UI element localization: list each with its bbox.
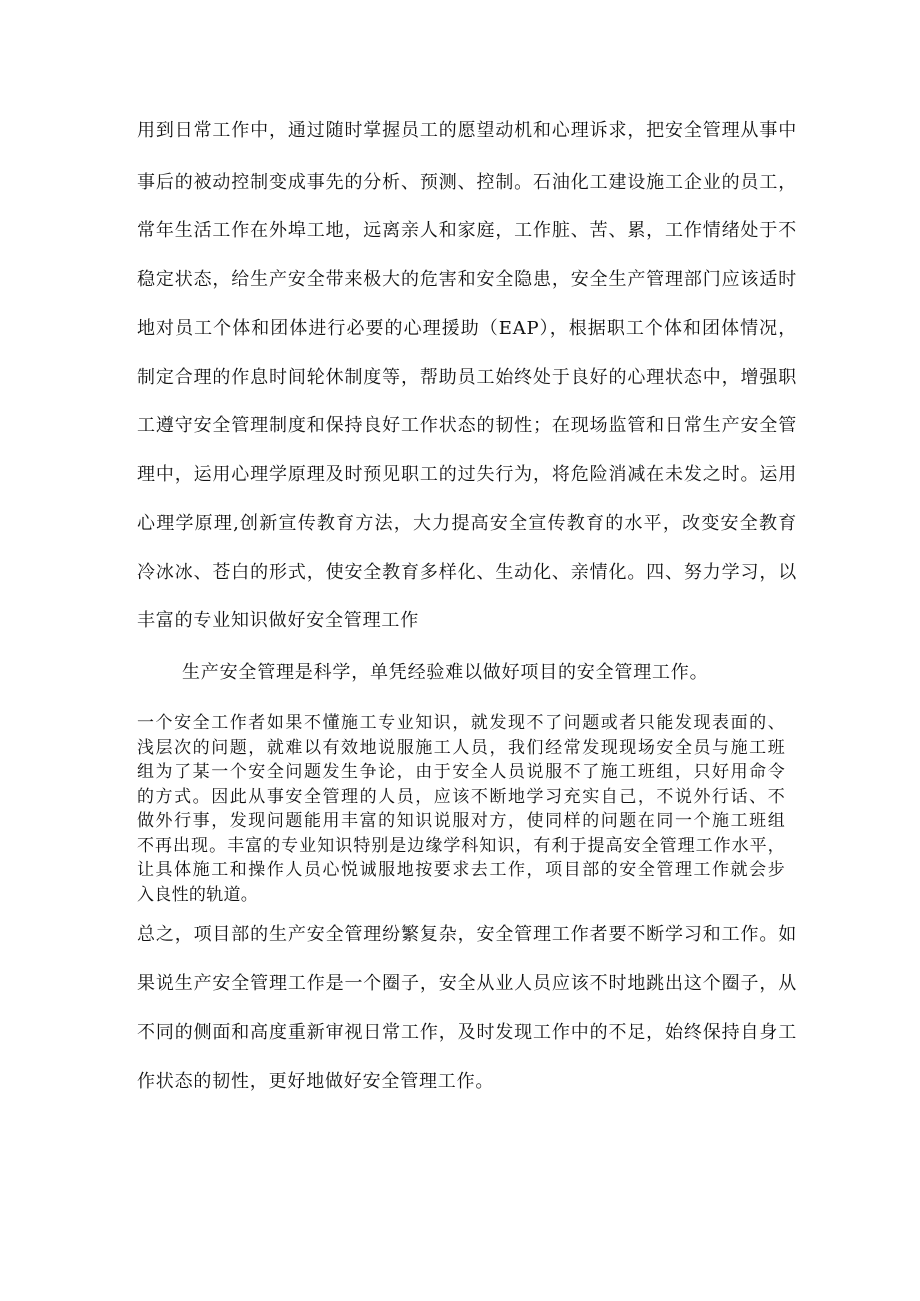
- paragraph-2: 生产安全管理是科学，单凭经验难以做好项目的安全管理工作。: [182, 662, 709, 683]
- paragraph-1-line-1: 用到日常工作中，通过随时掌握员工的愿望动机和心理诉求，把安全管理从事中: [137, 120, 797, 141]
- paragraph-1-line-10: 冷冰冰、苍白的形式，使安全教育多样化、生动化、亲情化。四、努力学习，以: [137, 562, 797, 583]
- paragraph-1-line-4: 稳定状态，给生产安全带来极大的危害和安全隐患，安全生产管理部门应该适时: [137, 269, 797, 290]
- paragraph-3-line-1: 一个安全工作者如果不懂施工专业知识，就发现不了问题或者只能发现表面的、: [137, 713, 785, 733]
- paragraph-1-line-11: 丰富的专业知识做好安全管理工作: [137, 610, 419, 631]
- paragraph-3-line-7: 让具体施工和操作人员心悦诚服地按要求去工作，项目部的安全管理工作就会步: [137, 860, 785, 880]
- paragraph-4-line-2: 果说生产安全管理工作是一个圈子，安全从业人员应该不时地跳出这个圈子，从: [137, 973, 797, 994]
- paragraph-4-line-3: 不同的侧面和高度重新审视日常工作，及时发现工作中的不足，始终保持自身工: [137, 1022, 797, 1043]
- paragraph-3-line-8: 入良性的轨道。: [137, 884, 259, 905]
- paragraph-3-line-5: 做外行事，发现问题能用丰富的知识说服对方，使同样的问题在同一个施工班组: [137, 811, 785, 831]
- paragraph-4-line-1: 总之，项目部的生产安全管理纷繁复杂，安全管理工作者要不断学习和工作。如: [137, 924, 797, 945]
- paragraph-1-line-2: 事后的被动控制变成事先的分析、预测、控制。石油化工建设施工企业的员工，: [137, 172, 797, 193]
- paragraph-1-line-7: 工遵守安全管理制度和保持良好工作状态的韧性；在现场监管和日常生产安全管: [137, 415, 797, 436]
- paragraph-3-line-2: 浅层次的问题，就难以有效地说服施工人员，我们经常发现现场安全员与施工班: [137, 737, 785, 758]
- paragraph-3-line-3: 组为了某一个安全问题发生争论，由于安全人员说服不了施工班组，只好用命令: [137, 762, 785, 782]
- paragraph-3: [137, 711, 785, 907]
- paragraph-1-line-5: 地对员工个体和团体进行必要的心理援助（EAP），根据职工个体和团体情况，: [137, 318, 797, 339]
- paragraph-4-line-4: 作状态的韧性，更好地做好安全管理工作。: [137, 1071, 495, 1092]
- paragraph-1-line-9: 心理学原理,创新宣传教育方法，大力提高安全宣传教育的水平，改变安全教育: [137, 513, 797, 534]
- paragraph-1-line-3: 常年生活工作在外埠工地，远离亲人和家庭，工作脏、苦、累，工作情绪处于不: [137, 220, 797, 241]
- paragraph-3-line-6: 不再出现。丰富的专业知识特别是边缘学科知识，有利于提高安全管理工作水平，: [137, 835, 785, 856]
- paragraph-1-line-8: 理中，运用心理学原理及时预见职工的过失行为，将危险消减在未发之时。运用: [137, 464, 797, 485]
- paragraph-1-line-6: 制定合理的作息时间轮休制度等，帮助员工始终处于良好的心理状态中，增强职: [137, 367, 797, 388]
- paragraph-3-line-4: 的方式。因此从事安全管理的人员，应该不断地学习充实自己，不说外行话、不: [137, 786, 785, 807]
